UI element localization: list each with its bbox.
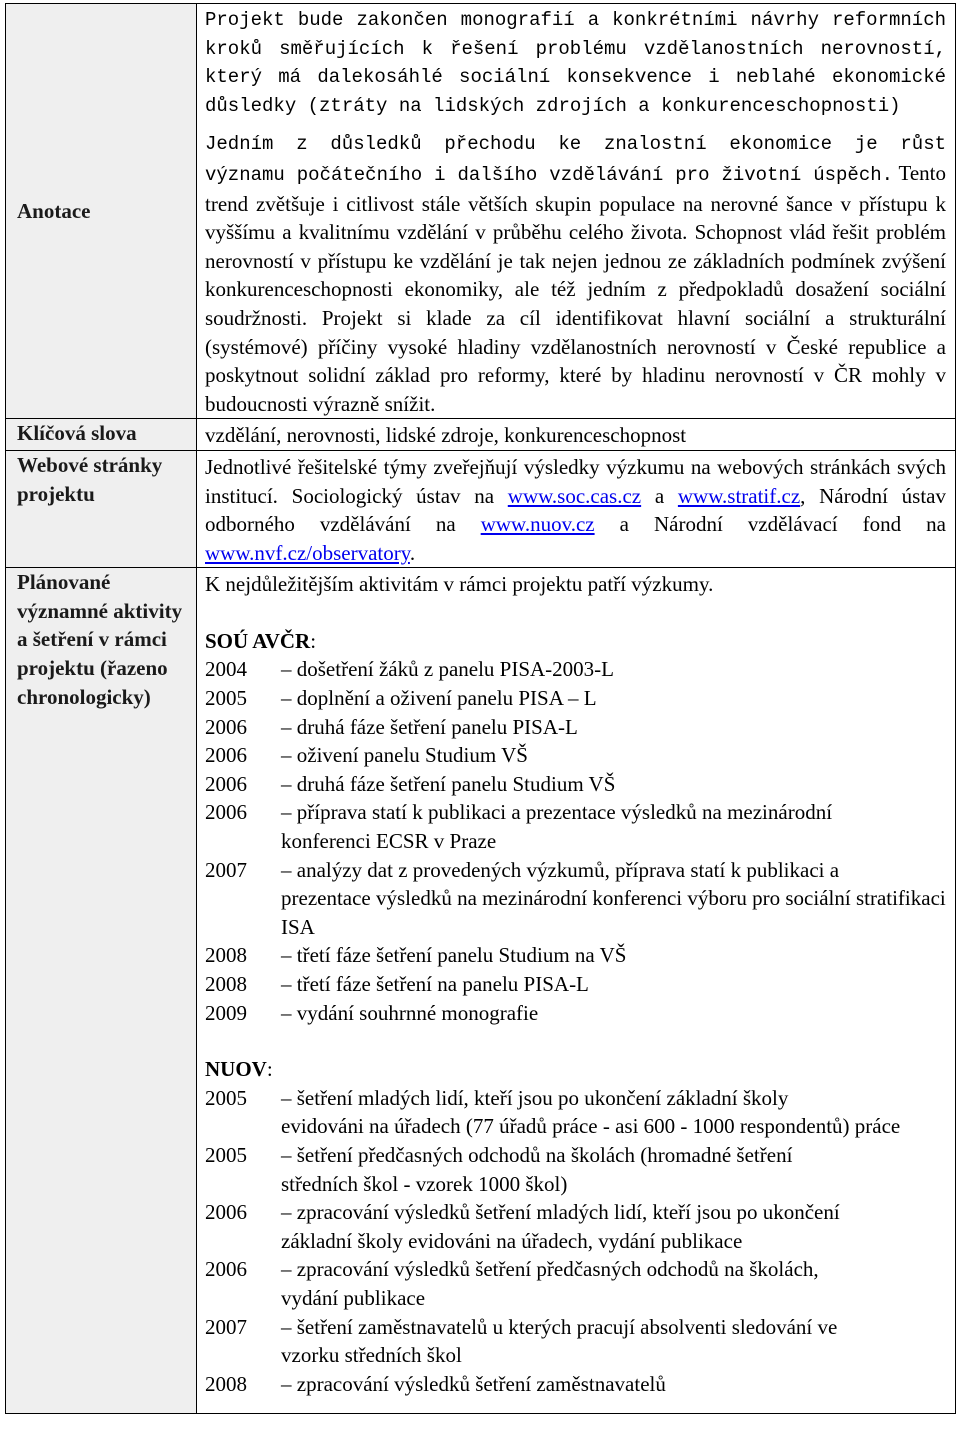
activity-text-line: – zpracování výsledků šetření mladých lidí, kteří jsou po ukončení: [281, 1200, 840, 1225]
list-item: [205, 1370, 946, 1399]
planovane-content: [197, 568, 956, 1414]
list-item: [205, 713, 946, 742]
link-stratif[interactable]: www.stratif.cz: [677, 483, 801, 508]
list-item: [205, 1313, 946, 1370]
link-nuov[interactable]: www.nuov.cz: [480, 512, 595, 537]
activity-year: 2006: [205, 714, 247, 739]
activity-year: 2006: [205, 743, 247, 768]
project-info-table: [5, 3, 956, 1414]
webove-text-1: Jednotlivé řešitelské týmy zveřejňují výsledky výzkumu na webových stránkách svých institucí. Sociologický ústav na: [205, 454, 946, 508]
sou-title: SOÚ AVČR: [205, 628, 311, 653]
activity-text: [281, 684, 946, 713]
activity-year: 2006: [205, 771, 247, 796]
activity-text-line: – oživení panelu Studium VŠ: [281, 743, 528, 768]
activity-text-continuation: vzorku středních škol: [281, 1343, 462, 1368]
nuov-section-title: [205, 1055, 946, 1084]
webove-text-3: , Národní ústav odborného vzdělávání na: [205, 483, 946, 537]
activity-year: 2005: [205, 1142, 247, 1167]
activity-text-line: – šetření zaměstnavatelů u kterých pracují absolventi sledování ve: [281, 1314, 838, 1339]
activity-year: 2006: [205, 800, 247, 825]
activity-text-line: – druhá fáze šetření panelu PISA-L: [281, 714, 578, 739]
activity-text-continuation: prezentace výsledků na mezinárodní konferenci výboru pro sociální stratifikaci ISA: [281, 886, 946, 939]
webove-text-5: .: [409, 540, 416, 565]
activity-text-line: – třetí fáze šetření panelu Studium na VŠ: [281, 943, 627, 968]
activity-text: [281, 770, 946, 799]
list-item: [205, 741, 946, 770]
anotace-sentence-2: Tento trend zvětšuje i citlivost stále větších skupin populace na nerovné šance v přístupu k vyššímu a kvalitnímu vzdělání v průběhu celého života.: [205, 160, 946, 245]
activity-text-line: – šetření předčasných odchodů na školách (hromadné šetření: [281, 1142, 793, 1167]
activity-text-line: – došetření žáků z panelu PISA-2003-L: [281, 657, 614, 682]
list-item: [205, 684, 946, 713]
anotace-content: [197, 4, 956, 419]
webove-text-2: a: [641, 483, 678, 508]
activity-text-line: – zpracování výsledků šetření zaměstnavatelů: [281, 1371, 666, 1396]
activity-year: 2007: [205, 1314, 247, 1339]
activity-year: 2005: [205, 686, 247, 711]
activity-text: [281, 941, 946, 970]
activity-text-continuation: středních škol - vzorek 1000 škol): [281, 1171, 568, 1196]
anotace-sentence-3: Schopnost vlád řešit problém nerovností v přístupu ke vzdělání je tak nejen jednou ze základních podmínek zvýšení konkurenceschopnosti ekonomiky, ale též jedním z předpokladů dosažení sociální soudržnosti.: [205, 220, 946, 330]
activity-text: [281, 970, 946, 999]
anotace-sentence-4: Projekt si klade za cíl identifikovat hlavní sociální a strukturální (systémové) příčiny vysoké hladiny vzdělanostních nerovností v České republice a poskytnout solidní základ pro reformy, které by hladinu nerovností v ČR mohly v budoucnosti výrazně snížit.: [205, 305, 946, 416]
activity-text-continuation: konferenci ECSR v Praze: [281, 829, 497, 854]
list-item: [205, 856, 946, 942]
list-item: [205, 1255, 946, 1312]
list-item: [205, 970, 946, 999]
list-item: [205, 1141, 946, 1198]
sou-section-title: [205, 627, 946, 656]
activity-text-line: – doplnění a oživení panelu PISA – L: [281, 686, 597, 711]
label-planovane-aktivity: Plánované významné aktivity a šetření v rámci projektu (řazeno chronologicky): [6, 568, 197, 1414]
webove-text-4: a Národní vzdělávací fond na: [594, 512, 946, 537]
activity-text: [281, 741, 946, 770]
anotace-paragraph-1: Projekt bude zakončen monografií a konkrétními návrhy reformních kroků směřujících k řešení problému vzdělanostních nerovností, který má dalekosáhlé sociální konsekvence i neblahé ekonomické důsledky (ztráty na lidských zdrojích a konkurenceschopnosti): [205, 9, 946, 117]
activity-text: [281, 1255, 946, 1312]
activity-text-line: – šetření mladých lidí, kteří jsou po ukončení základní školy: [281, 1085, 789, 1110]
planovane-intro: K nejdůležitějším aktivitám v rámci projektu patří výzkumy.: [205, 572, 714, 597]
activity-text-line: – analýzy dat z provedených výzkumů, příprava statí k publikaci a: [281, 857, 840, 882]
anotace-sentence-1: Jedním z důsledků přechodu ke znalostní ekonomice je růst významu počátečního i dalšího vzdělávání pro životní úspěch.: [205, 133, 946, 186]
activity-text: [281, 1198, 946, 1255]
nuov-activity-list: [205, 1084, 946, 1399]
link-soc-cas[interactable]: www.soc.cas.cz: [507, 483, 642, 508]
activity-year: 2008: [205, 943, 247, 968]
activity-text-continuation: evidováni na úřadech (77 úřadů práce - asi 600 - 1000 respondentů) práce: [281, 1114, 901, 1139]
table-row-planovane: [6, 568, 956, 1414]
activity-text: [281, 1084, 946, 1141]
nuov-title: NUOV: [205, 1057, 267, 1082]
list-item: [205, 1198, 946, 1255]
activity-text-continuation: vydání publikace: [281, 1285, 426, 1310]
activity-year: 2006: [205, 1257, 247, 1282]
activity-year: 2005: [205, 1085, 247, 1110]
activity-text-line: – vydání souhrnné monografie: [281, 1000, 539, 1025]
webove-stranky-content: [197, 450, 956, 567]
label-klicova-slova: Klíčová slova: [6, 419, 197, 451]
link-nvf-observatory[interactable]: www.nvf.cz/observatory: [205, 540, 410, 565]
activity-text: [281, 1141, 946, 1198]
klicova-slova-content: vzdělání, nerovnosti, lidské zdroje, konkurenceschopnost: [197, 419, 956, 451]
sou-colon: :: [310, 628, 317, 653]
nuov-colon: :: [266, 1057, 273, 1082]
list-item: [205, 770, 946, 799]
label-anotace: Anotace: [6, 4, 197, 419]
activity-text: [281, 655, 946, 684]
list-item: [205, 999, 946, 1028]
list-item: [205, 655, 946, 684]
table-row-webove-stranky: [6, 450, 956, 567]
anotace-paragraph-2: [205, 128, 946, 418]
activity-text-line: – druhá fáze šetření panelu Studium VŠ: [281, 771, 616, 796]
sou-activity-list: [205, 655, 946, 1027]
activity-year: 2008: [205, 972, 247, 996]
activity-text: [281, 1370, 946, 1399]
label-webove-stranky: Webové stránky projektu: [6, 450, 197, 567]
activity-text-continuation: základní školy evidováni na úřadech, vydání publikace: [281, 1228, 743, 1253]
activity-text: [281, 999, 946, 1028]
table-row-klicova-slova: [6, 419, 956, 451]
activity-text-line: – třetí fáze šetření na panelu PISA-L: [281, 972, 589, 996]
activity-text: [281, 856, 946, 942]
activity-text-line: – příprava statí k publikaci a prezentace výsledků na mezinárodní: [281, 800, 833, 825]
activity-text: [281, 713, 946, 742]
list-item: [205, 798, 946, 855]
activity-year: 2004: [205, 657, 247, 682]
list-item: [205, 941, 946, 970]
activity-year: 2008: [205, 1371, 247, 1396]
list-item: [205, 1084, 946, 1141]
activity-year: 2007: [205, 857, 247, 882]
table-row-anotace: [6, 4, 956, 419]
activity-text: [281, 1313, 946, 1370]
activity-text-line: – zpracování výsledků šetření předčasných odchodů na školách,: [281, 1257, 819, 1282]
activity-text: [281, 798, 946, 855]
activity-year: 2006: [205, 1200, 247, 1225]
activity-year: 2009: [205, 1000, 247, 1025]
